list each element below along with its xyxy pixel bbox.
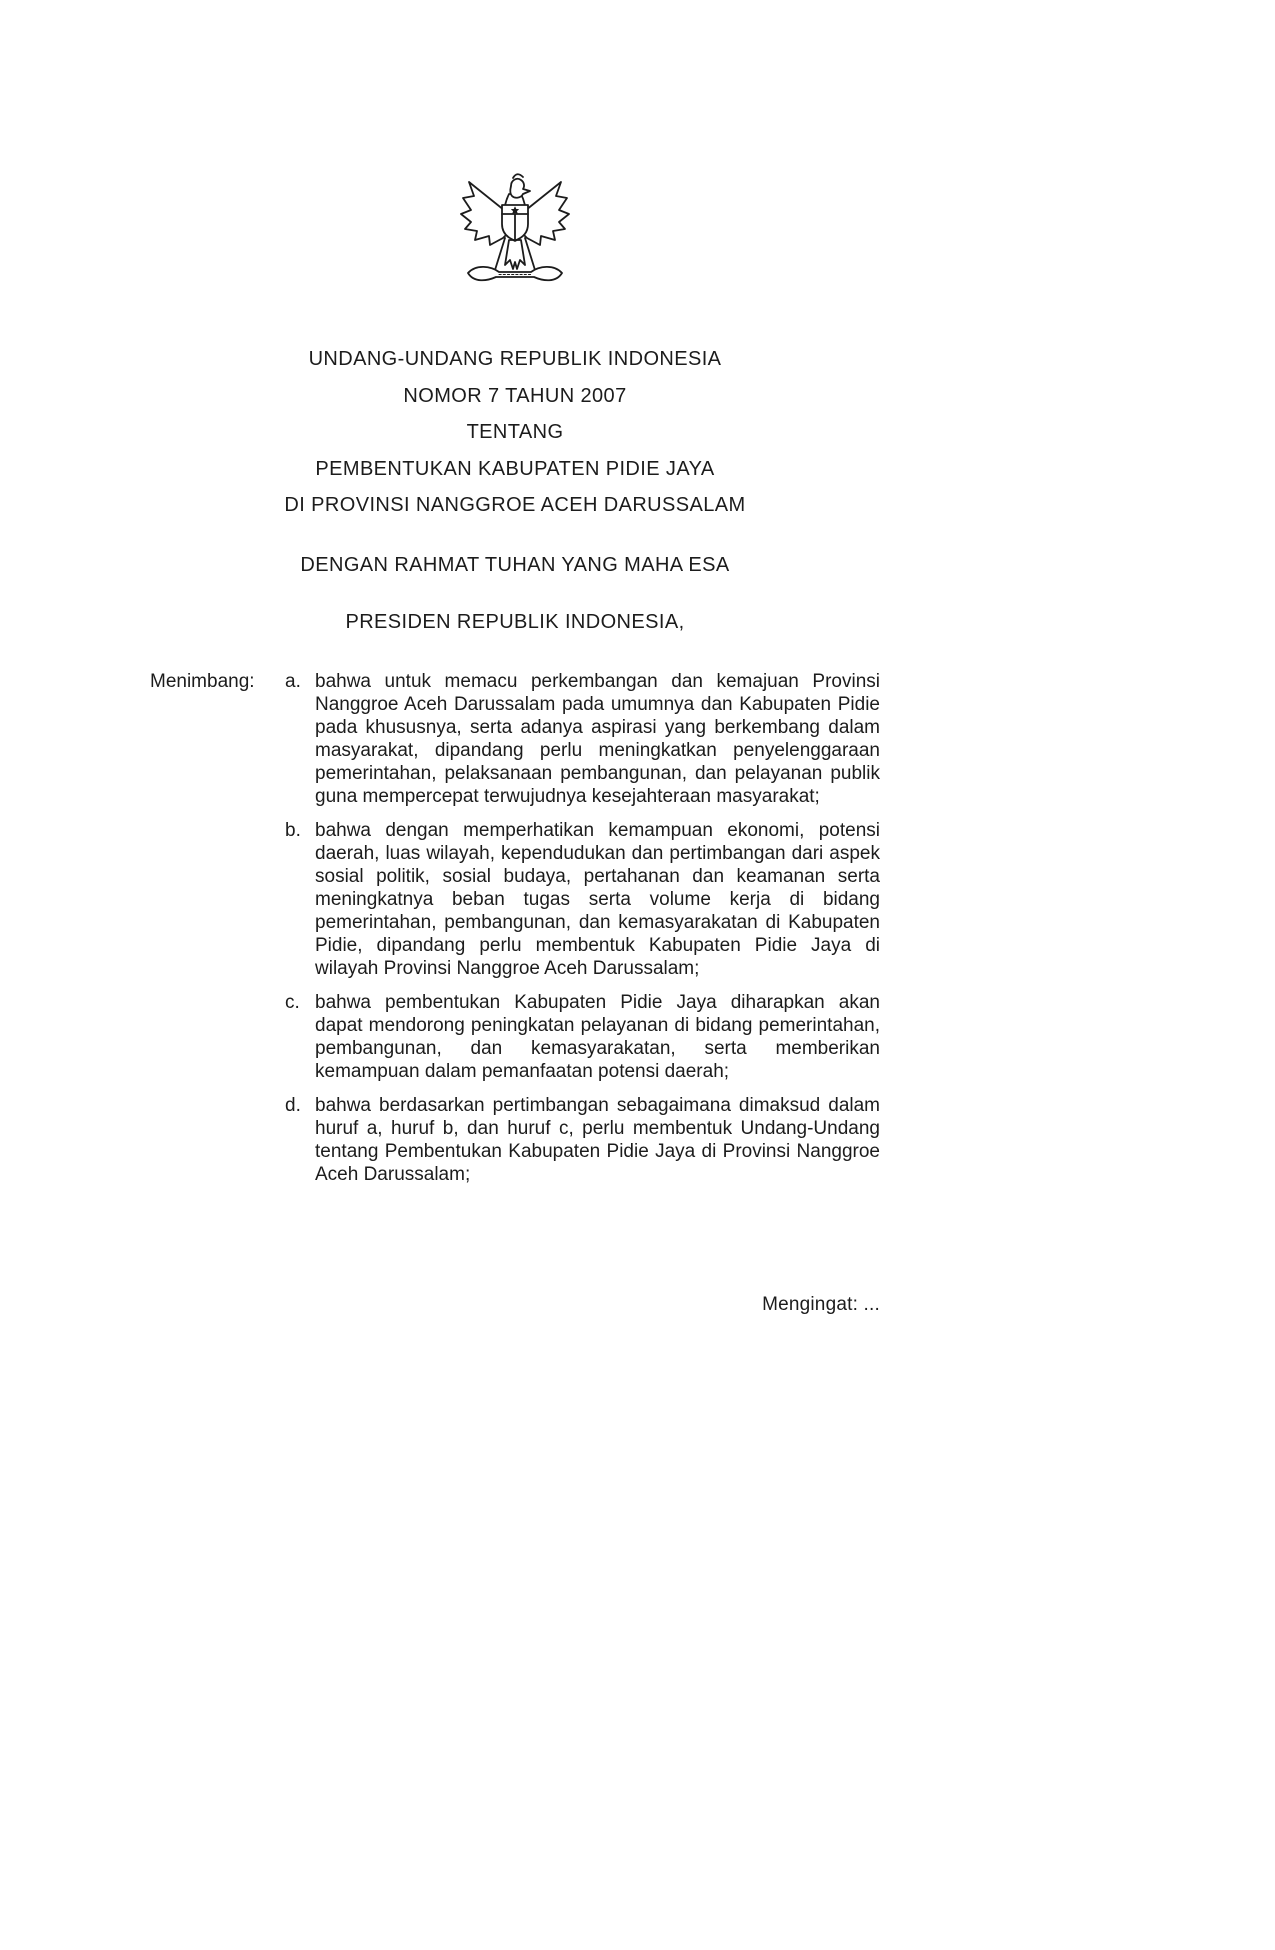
item-text: bahwa dengan memperhatikan kemampuan ekonomi, potensi daerah, luas wilayah, kependudukan dan pertimbangan dari aspek sosial politik, sosial budaya, pertahanan dan keamanan serta meningkatnya beban tugas serta volume kerja di bidang pemerintahan, pembangunan, dan kemasyarakatan di Kabupaten Pidie, dipandang perlu membentuk Kabupaten Pidie Jaya di wilayah Provinsi Nanggroe Aceh Darussalam; xyxy=(315,819,880,979)
item-letter: c. xyxy=(285,991,300,1013)
title-line-subject: PEMBENTUKAN KABUPATEN PIDIE JAYA xyxy=(315,457,715,480)
considering-item-c xyxy=(150,991,880,1083)
item-letter: d. xyxy=(285,1094,301,1116)
title-line-number: NOMOR 7 TAHUN 2007 xyxy=(403,384,627,407)
item-text: bahwa pembentukan Kabupaten Pidie Jaya diharapkan akan dapat mendorong peningkatan pelayanan di bidang pemerintahan, pembangunan, dan kemasyarakatan, serta memberikan kemampuan dalam pemanfaatan potensi daerah; xyxy=(315,991,880,1082)
item-letter: a. xyxy=(285,670,301,692)
document-title-block xyxy=(150,341,880,524)
invocation-line: DENGAN RAHMAT TUHAN YANG MAHA ESA xyxy=(300,553,730,576)
item-text: bahwa untuk memacu perkembangan dan kemajuan Provinsi Nanggroe Aceh Darussalam pada umumnya dan Kabupaten Pidie pada khususnya, serta adanya aspirasi yang berkembang dalam masyarakat, dipandang perlu meningkatkan penyelenggaraan pemerintahan, pelaksanaan pembangunan, dan pelayanan publik guna mempercepat terwujudnya kesejahteraan masyarakat; xyxy=(315,670,880,807)
considering-item-b xyxy=(150,819,880,980)
law-document-page xyxy=(150,0,880,1316)
title-line-tentang: TENTANG xyxy=(466,421,564,443)
continuation-note: Mengingat: ... xyxy=(762,1293,880,1315)
emblem-container xyxy=(150,168,880,315)
garuda-pancasila-emblem-icon xyxy=(455,168,575,310)
item-text: bahwa berdasarkan pertimbangan sebagaimana dimaksud dalam huruf a, huruf b, dan huruf c, perlu membentuk Undang-Undang tentang Pembentukan Kabupaten Pidie Jaya di Provinsi Nanggroe Aceh Darussalam; xyxy=(315,1094,880,1185)
item-letter: b. xyxy=(285,819,301,841)
title-line-province: DI PROVINSI NANGGROE ACEH DARUSSALAM xyxy=(284,494,746,516)
considering-item-a xyxy=(150,670,880,808)
considering-item-d xyxy=(150,1094,880,1186)
authority-line: PRESIDEN REPUBLIK INDONESIA, xyxy=(345,610,685,633)
considering-section xyxy=(150,670,880,1186)
title-line-country: UNDANG-UNDANG REPUBLIK INDONESIA xyxy=(308,348,722,370)
considering-label: Menimbang: xyxy=(150,670,255,692)
